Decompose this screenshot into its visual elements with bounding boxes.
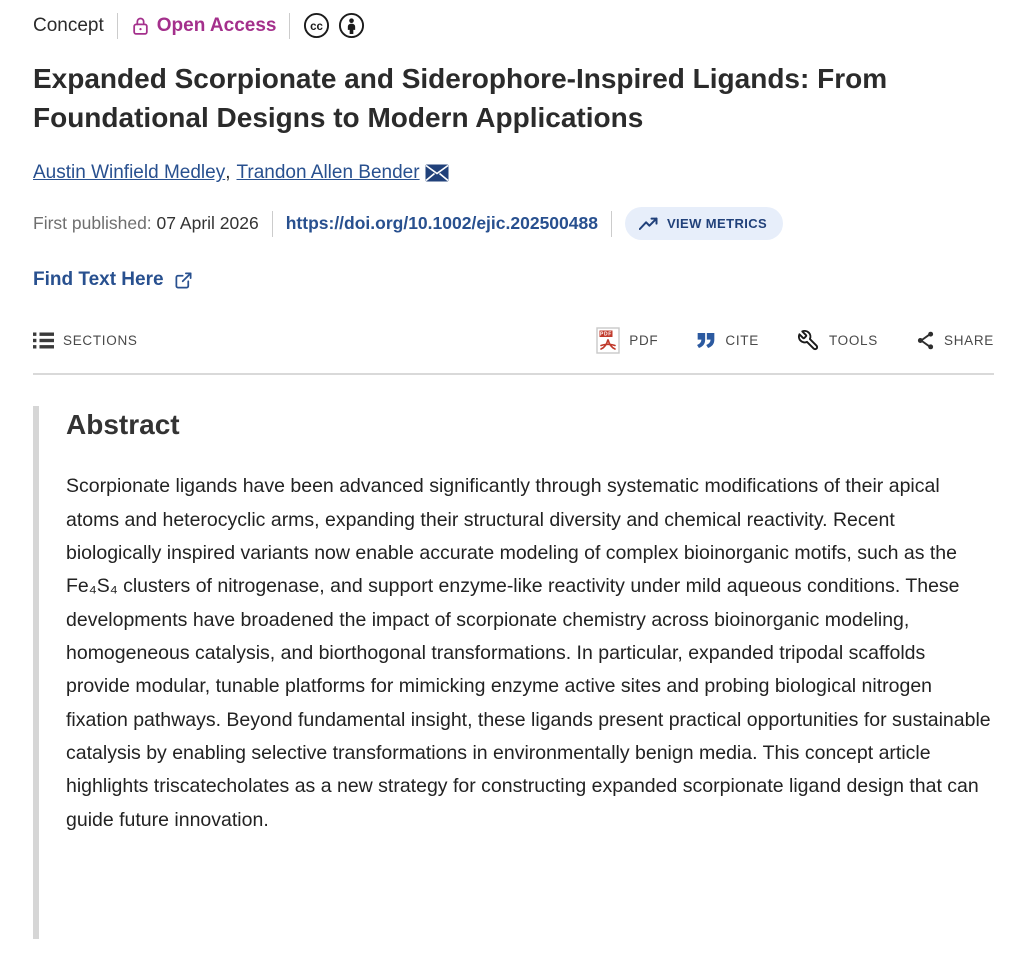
author-link[interactable]: Trandon Allen Bender — [236, 162, 420, 184]
vertical-divider — [611, 211, 612, 237]
cc-license-icon — [303, 12, 330, 39]
svg-text:PDF: PDF — [600, 331, 613, 338]
open-access-label: Open Access — [156, 14, 277, 36]
sections-label: SECTIONS — [63, 333, 138, 349]
sections-button[interactable] — [33, 332, 138, 349]
article-meta-row — [33, 12, 994, 39]
view-metrics-button[interactable] — [625, 207, 783, 240]
cite-label: CITE — [725, 333, 759, 349]
publication-info-row — [33, 207, 994, 240]
first-published-label: First published: — [33, 213, 152, 234]
first-published-date: 07 April 2026 — [156, 213, 259, 234]
trending-up-icon — [639, 217, 659, 231]
cc-by-attribution-icon — [338, 12, 365, 39]
wrench-icon — [797, 329, 820, 352]
cite-button[interactable] — [696, 332, 759, 349]
find-text-link[interactable] — [33, 269, 193, 291]
article-type-label: Concept — [33, 14, 104, 36]
article-toolbar — [33, 327, 994, 354]
vertical-divider — [289, 13, 290, 39]
unlock-icon — [131, 15, 150, 37]
pdf-file-icon — [596, 327, 620, 354]
author-link[interactable]: Austin Winfield Medley — [33, 162, 226, 184]
find-text-label: Find Text Here — [33, 269, 164, 291]
section-divider — [33, 373, 994, 375]
doi-link[interactable]: https://doi.org/10.1002/ejic.202500488 — [285, 213, 598, 234]
bulleted-list-icon — [33, 332, 54, 349]
author-list — [33, 162, 994, 184]
article-title: Expanded Scorpionate and Siderophore-Inspired Ligands: From Foundational Designs to Modern Applications — [33, 63, 888, 133]
share-button[interactable] — [916, 330, 994, 351]
vertical-divider — [117, 13, 118, 39]
abstract-heading: Abstract — [66, 409, 180, 441]
external-link-icon — [174, 271, 193, 290]
pdf-label: PDF — [629, 333, 659, 349]
tools-label: TOOLS — [828, 333, 878, 349]
toolbar-actions — [596, 327, 994, 354]
view-metrics-label: VIEW METRICS — [666, 216, 768, 232]
open-access-badge — [131, 15, 277, 37]
pdf-button[interactable] — [596, 327, 658, 354]
first-published — [33, 213, 259, 234]
share-label: SHARE — [943, 333, 994, 349]
email-author-icon[interactable] — [425, 164, 449, 182]
share-icon — [916, 330, 935, 351]
license-icons — [303, 12, 365, 39]
quote-icon — [696, 332, 716, 349]
vertical-divider — [272, 211, 273, 237]
abstract-text: Scorpionate ligands have been advanced significantly through systematic modifications of their apical atoms and heterocyclic arms, expanding their structural diversity and chemical reactivity. Recent biologically inspired variants now enable accurate modeling of complex bioinorganic motifs, such as the Fe₄S₄ clusters of nitrogenase, and support enzyme-like reactivity under mild aqueous conditions. These developments have broadened the impact of scorpionate chemistry across bioinorganic modeling, homogeneous catalysis, and biorthogonal transformations. In particular, expanded tripodal scaffolds provide modular, tunable platforms for mimicking enzyme active sites and probing biological nitrogen fixation pathways. Beyond fundamental insight, these ligands present practical opportunities for sustainable catalysis by enabling selective transformations in environmentally benign media. This concept article highlights triscatecholates as a new strategy for constructing expanded scorpionate ligand design that can guide future innovation. — [66, 475, 991, 831]
abstract-section — [33, 406, 994, 939]
author-separator: , — [225, 162, 231, 184]
tools-button[interactable] — [797, 329, 878, 352]
svg-text:cc: cc — [310, 20, 324, 33]
